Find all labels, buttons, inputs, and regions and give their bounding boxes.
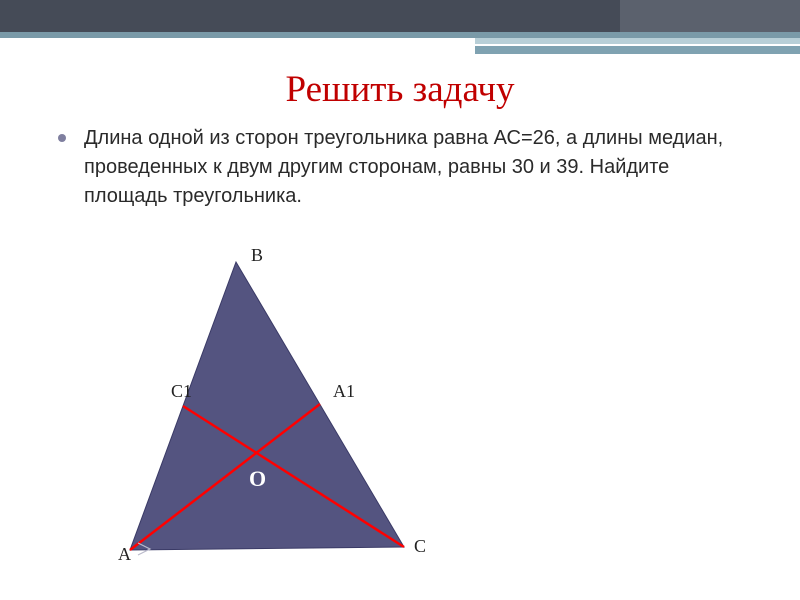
label-a1: A1	[333, 381, 355, 401]
problem-text: Длина одной из сторон треугольника равна АС=26, а длины медиан, проведенных к двум другим сторонам, равны 30 и 39. Найдите площадь треугольника.	[84, 127, 724, 207]
label-a: A	[118, 544, 131, 564]
label-o: O	[249, 466, 267, 491]
label-c: C	[414, 536, 427, 556]
slide-title: Решить задачу	[285, 69, 515, 110]
label-b: B	[251, 245, 264, 265]
triangle-abc	[130, 262, 404, 550]
label-c1: C1	[171, 381, 193, 401]
